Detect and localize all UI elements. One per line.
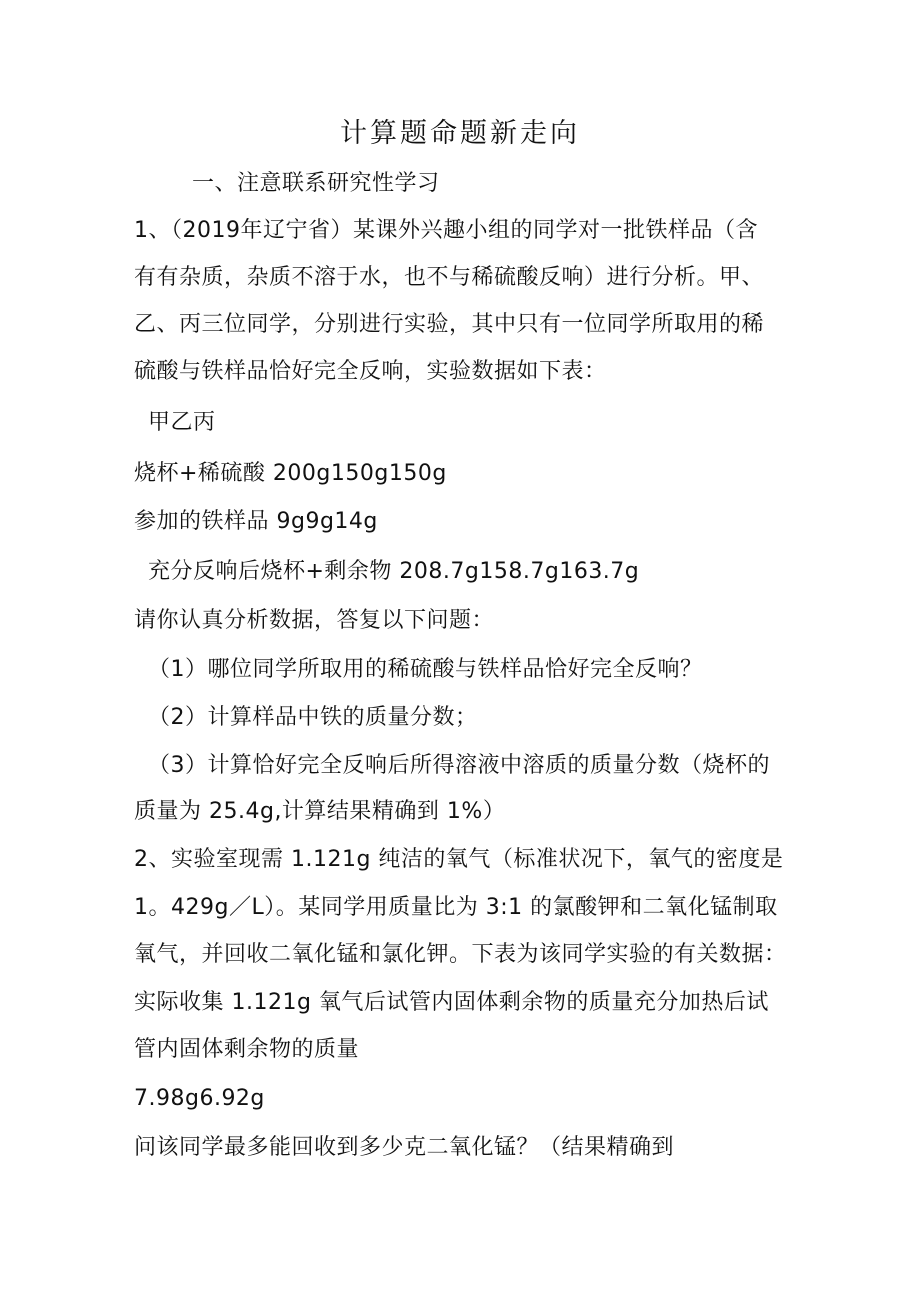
q2-stem-line-5: 管内固体剩余物的质量 xyxy=(134,1037,360,1062)
q2-question: 问该同学最多能回收到多少克二氧化锰？（结果精确到 xyxy=(134,1135,675,1160)
q1-stem-line-4: 硫酸与铁样品恰好完全反响，实验数据如下表： xyxy=(134,359,607,384)
q1-subquestion-2: （2）计算样品中铁的质量分数； xyxy=(148,705,478,730)
q1-prompt: 请你认真分析数据，答复以下问题： xyxy=(134,608,495,633)
q2-stem-line-1: 2、实验室现需 1.121g 纯洁的氧气（标准状况下，氧气的密度是 xyxy=(134,847,784,872)
document-title: 计算题命题新走向 xyxy=(340,118,580,149)
q1-subquestion-3-line-2: 质量为 25.4g,计算结果精确到 1%） xyxy=(134,799,506,824)
q1-stem-line-3: 乙、丙三位同学，分别进行实验，其中只有一位同学所取用的稀 xyxy=(134,312,765,337)
q1-table-header-row: 甲乙丙 xyxy=(148,410,216,435)
q1-table-row-after-reaction: 充分反响后烧杯+剩余物 208.7g158.7g163.7g xyxy=(148,559,640,584)
q1-stem-line-2: 有有杂质，杂质不溶于水，也不与稀硫酸反响）进行分析。甲、 xyxy=(134,265,765,290)
q2-stem-line-4: 实际收集 1.121g 氧气后试管内固体剩余物的质量充分加热后试 xyxy=(134,990,769,1015)
q1-subquestion-1: （1）哪位同学所取用的稀硫酸与铁样品恰好完全反响？ xyxy=(148,657,703,682)
q2-values: 7.98g6.92g xyxy=(134,1086,265,1111)
q1-table-row-beaker-acid: 烧杯+稀硫酸 200g150g150g xyxy=(134,461,447,486)
q1-subquestion-3-line-1: （3）计算恰好完全反响后所得溶液中溶质的质量分数（烧杯的 xyxy=(148,753,770,778)
q2-stem-line-3: 氧气，并回收二氧化锰和氯化钾。下表为该同学实验的有关数据： xyxy=(134,942,787,967)
q1-stem-line-1: 1、（2019年辽宁省）某课外兴趣小组的同学对一批铁样品（含 xyxy=(134,218,758,243)
section-heading: 一、注意联系研究性学习 xyxy=(192,171,440,196)
q2-stem-line-2: 1。429g／L）。某同学用质量比为 3:1 的氯酸钾和二氧化锰制取 xyxy=(134,895,778,920)
q1-table-row-iron-sample: 参加的铁样品 9g9g14g xyxy=(134,509,378,534)
